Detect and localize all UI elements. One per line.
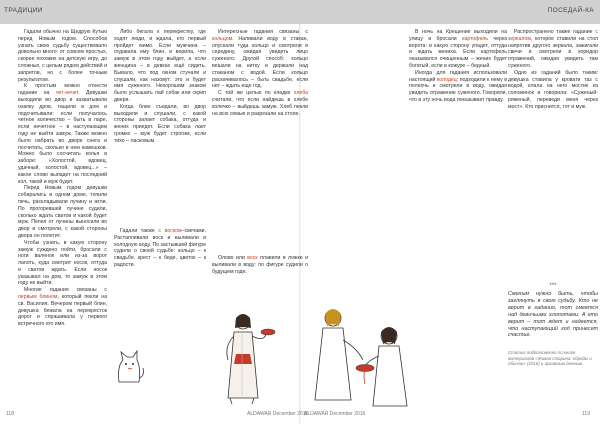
paragraph <box>212 255 308 275</box>
article-column-3 <box>212 29 308 249</box>
text-run: В ночь на Крещение выходили на улицу и бросали <box>409 29 507 42</box>
article-column-1 <box>18 29 107 395</box>
text-run: . Девушки выходили во двор и захватывали охапку дров, тащили в дом и подсчитывали: если получалось четное количество – быть в паре, если нечетное – в наступающем году не выйти замуж. Также можно было набрать во дворе снега и посчитать, сколько в нем камешков. Можно было сосчитать колья в заборе: «Холостой, вдовец, удачный, холостой, вдовец...» – какое слово выпадет на последний кол, такой и муж будет. <box>18 90 107 185</box>
paragraph <box>212 29 308 90</box>
highlight-term: колодец <box>436 76 457 83</box>
left-header-bar <box>0 0 300 24</box>
highlight-term: чет-нечет <box>55 90 79 97</box>
pull-quote: Смелым нужно быть, чтобы заглянуть в свою судьбу. Кто не верит в гадания, тот смеется над девичьими хлопотами. А кто верит – тот ждет и надеется, что наступающий год принесет счастье. <box>508 291 598 339</box>
two-women-with-bowl-illustration <box>303 296 415 410</box>
magazine-footer-right: ALDAWAR December 2016 <box>304 411 366 417</box>
paragraph: Перед Новым годом девушки собирались в одном доме, топили печь, раскладывали лучину и жгли. По прогоревшей лучине судили, сколько ждать сватов и какой будет муж. Пепел от лучины выносили во двор и смотрели, с какой стороны двора он полетит. <box>18 185 107 239</box>
article-column-4 <box>409 29 507 205</box>
text-run: через ворота: в какую сторону упадет, оттуда и ждать жениха. Если картофель оказывался очищенным – жених будет богатый, если в кожуре – бедный. <box>409 35 507 69</box>
text-run: С той же целью по кладке <box>218 90 294 97</box>
girl-holding-bowl-illustration <box>198 306 294 406</box>
paragraph: Одно из гаданий было таким: девушка ставила у кровати таз с водой, клала на него мостик из соломинок и говорила: «Суженый-ряженый, переведи меня через мост». Кто приснится, тот и муж. <box>508 69 598 110</box>
paragraph <box>114 228 206 269</box>
highlight-term: воск <box>247 255 258 261</box>
paragraph <box>508 29 598 70</box>
text-run: Гадали также <box>120 228 159 234</box>
text-run: плавили в ложке и выливали в воду: по фигуре судили о будущем годе. <box>212 255 308 275</box>
highlight-term: хлеба <box>293 90 308 97</box>
highlight-term: картофель <box>462 35 489 42</box>
highlight-term: с воском <box>158 228 182 234</box>
article-column-5 <box>508 29 598 279</box>
highlight-term: первым блином <box>18 294 58 301</box>
highlight-term: с зеркалом <box>508 29 598 42</box>
page-number-left: 118 <box>6 411 14 417</box>
text-run: Интересные гадания связаны с <box>218 29 308 35</box>
text-run: –свечами. Растапливали воск и выливали в холодную воду. По застывшей фигуре судили о своей судьбе: кольцо – к свадьбе, крест – к беде, цветок – к радости. <box>114 228 206 268</box>
article-column-2b <box>114 228 206 344</box>
paragraph <box>18 287 107 328</box>
text-run: Распространено также гадание <box>514 29 596 35</box>
article-column-2 <box>114 29 206 217</box>
section-title-left: ТРАДИЦИИ <box>4 7 43 14</box>
text-run: К простым можно отнести гадание на <box>18 83 107 97</box>
paragraph <box>18 83 107 185</box>
cat-illustration <box>111 346 147 386</box>
paragraph: Либо бегала к перекрестку, где ходят люди, и ждала, кто первый пройдет мимо. Если мужчина – отдавала ему блин, и верила, что замуж в этом году выйдет, а если женщина – в девках ещё сидеть. Бывало, что под окном стучали и слушали, как назовут: это и будет имя суженого. Нехорошим знаком было услышать лай собак или скрип двери. <box>114 29 206 103</box>
text-run: Многие гадания связаны с <box>24 287 107 294</box>
paragraph: Гадали обычно на Щедрую Кутью перед Новым годом. Способов узнать свою судьбу существовало довольно много: от совсем простых, скорее похожих на детскую игру, до сложных, с целым рядом действий и запретов, но с более точным результатом. <box>18 29 107 83</box>
highlight-term: кольцом <box>212 35 233 42</box>
text-run: Олово или <box>218 255 248 261</box>
magazine-footer-left: ALDAWAR December 2016 <box>247 411 309 417</box>
source-caption: Статья подготовлена по книге материалов «Живая старина: обряды и обычаи» (2016) и архивным данным. <box>508 350 592 367</box>
paragraph: Чтобы узнать, в какую сторону замуж суждено пойти, бросали с ноги валенок или из-за ворот лапоть, куда смотрит носок, оттуда и сватов ждать. Если носок указывал на дом, то замуж в этом году не выйти. <box>18 239 107 287</box>
text-run: считали, что если найдешь в хлебе колечко – выйдешь замуж. Хлеб пекли на всю семью и разрезали на столе. <box>212 96 308 117</box>
paragraph <box>409 29 507 70</box>
paragraph: Когда блин съедали, во двор выходили и слушали, с какой стороны залает собака, оттуда и жених приедет. Если собака лает громко – муж будет строгим, если тихо – ласковым. <box>114 103 206 144</box>
paragraph <box>409 70 507 104</box>
text-run: Иногда для гадания использовали настоящий <box>409 69 507 83</box>
page-number-right: 119 <box>582 411 590 417</box>
text-run: , которое ставили на стол напротив другого зеркала, зажигали свечи и смотрели в коридор отражений, ожидая увидеть там суженого. <box>508 35 598 69</box>
quote-separator: *** <box>549 283 557 289</box>
paragraph <box>212 90 308 117</box>
text-run: : подходили к нему в полночь и смотрели в воду, ожидая увидеть отражение суженого. Говорили, что в эту ночь вода показывает правду. <box>409 76 507 103</box>
section-title-right: ПОСЕДАЙ-КА <box>547 7 594 14</box>
text-run: , который пекли на св. Василия. Вечером первый блин, девушка бежала на перекресток дорог и спрашивала у первого встречного его имя. <box>18 294 107 328</box>
text-run: . Наливали воду в стакан, опускали туда кольцо и смотрели в середину, ожидая увидеть лицо суженого. Другой способ: кольцо вешали на нитку и держали над стаканом с водой. Если кольцо раскачивалось – быть свадьбе, если нет – ждать еще год. <box>212 35 308 90</box>
